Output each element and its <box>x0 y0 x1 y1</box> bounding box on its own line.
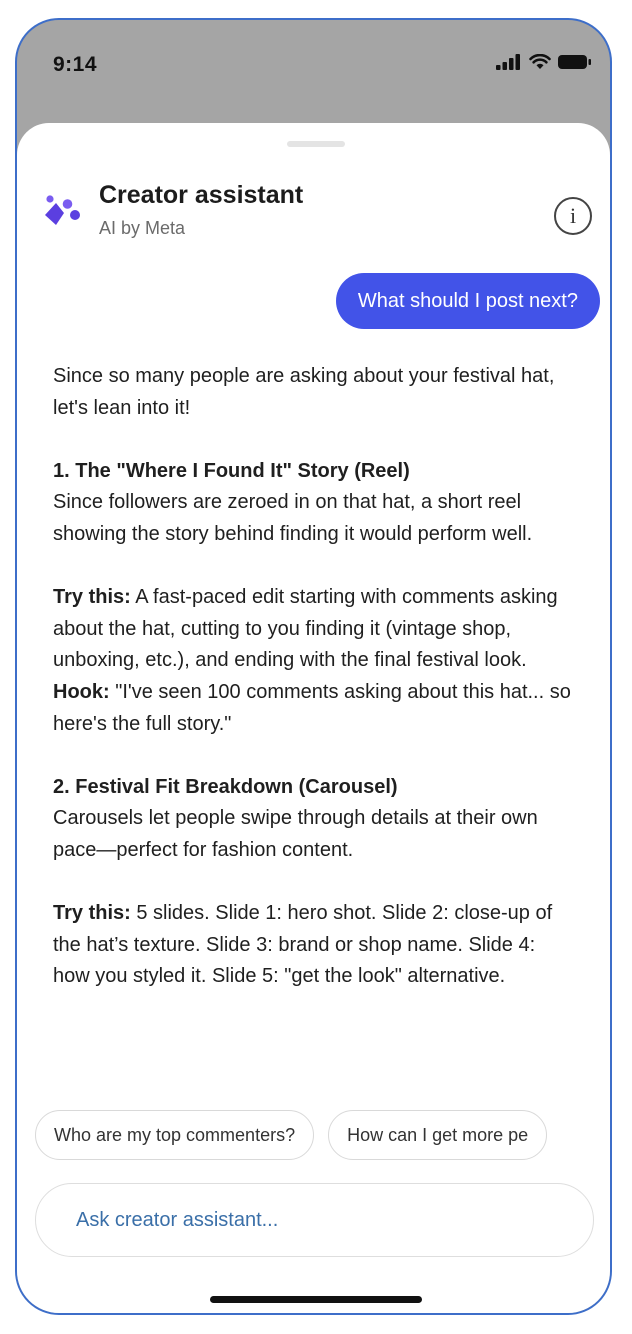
meta-ai-sparkle-icon <box>39 191 81 233</box>
idea-1-body: Since followers are zeroed in on that hat, a short reel showing the story behind finding it would perform well. <box>53 491 533 545</box>
assistant-subtitle: AI by Meta <box>99 218 186 238</box>
battery-icon <box>558 54 592 70</box>
assistant-header <box>39 181 592 251</box>
status-bar <box>17 20 610 110</box>
status-time: 9:14 <box>53 53 98 76</box>
response-idea-1-try <box>53 582 573 740</box>
response-idea-2 <box>53 772 573 867</box>
idea-2-try-label: Try this: <box>53 902 131 925</box>
assistant-response <box>53 361 573 1024</box>
wifi-icon <box>529 54 551 70</box>
sheet-grabber[interactable] <box>287 141 345 147</box>
idea-2-try-text: 5 slides. Slide 1: hero shot. Slide 2: close-up of the hat’s texture. Slide 3: brand or shop name. Slide 4: how you styled it. Slide 5: "get the look" alternative. <box>53 902 553 988</box>
info-icon[interactable]: i <box>554 197 592 235</box>
idea-1-try-text: A fast-paced edit starting with comments asking about the hat, cutting to you finding it (vintage shop, unboxing, etc.), and ending with the final festival look. <box>53 586 558 672</box>
idea-1-hook-text: "I've seen 100 comments asking about this hat... so here's the full story." <box>53 680 571 735</box>
assistant-sheet <box>17 123 610 1313</box>
user-message-bubble: What should I post next? <box>336 273 600 329</box>
suggestion-chip-get-more[interactable]: How can I get more pe <box>328 1110 547 1160</box>
suggestion-chip-top-commenters[interactable]: Who are my top commenters? <box>35 1110 314 1160</box>
response-intro: Since so many people are asking about your festival hat, let's lean into it! <box>53 365 555 419</box>
idea-2-title: 2. Festival Fit Breakdown (Carousel) <box>53 775 398 798</box>
suggestion-chips <box>35 1110 547 1160</box>
phone-frame <box>15 18 612 1315</box>
response-idea-1 <box>53 456 573 551</box>
idea-1-hook-label: Hook: <box>53 680 110 703</box>
idea-1-title: 1. The "Where I Found It" Story (Reel) <box>53 459 410 482</box>
ask-assistant-input[interactable] <box>74 1208 593 1233</box>
response-idea-2-try <box>53 898 573 993</box>
status-icons <box>496 54 592 70</box>
signal-icon <box>496 54 522 70</box>
composer[interactable] <box>35 1183 594 1257</box>
assistant-title: Creator assistant <box>99 181 304 209</box>
home-indicator <box>210 1296 422 1303</box>
idea-1-try-label: Try this: <box>53 586 131 609</box>
idea-2-body: Carousels let people swipe through details at their own pace—perfect for fashion content. <box>53 807 538 861</box>
